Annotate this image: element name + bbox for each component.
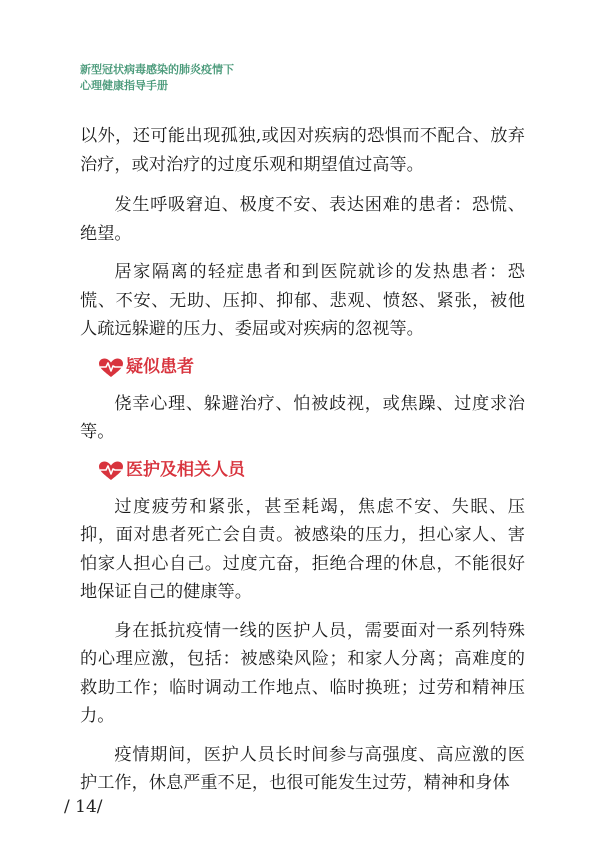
- section-title-medical: 医护及相关人员: [126, 460, 245, 481]
- paragraph-1: 以外，还可能出现孤独,或因对疾病的恐惧而不配合、放弃治疗，或对治疗的过度乐观和期望值过高等。: [80, 126, 525, 175]
- heart-pulse-icon: [98, 461, 124, 481]
- paragraph-6: 身在抵抗疫情一线的医护人员，需要面对一系列特殊的心理应激，包括：被感染风险；和家人分离；高难度的救助工作；临时调动工作地点、临时换班；过劳和精神压力。: [80, 620, 525, 726]
- header-line-2: 心理健康指导手册: [80, 79, 168, 92]
- paragraph-2: 发生呼吸窘迫、极度不安、表达困难的患者：恐慌、绝望。: [80, 195, 525, 244]
- document-header: [80, 62, 234, 94]
- paragraph-3: 居家隔离的轻症患者和到医院就诊的发热患者：恐慌、不安、无助、压抑、抑郁、悲观、愤怒、紧张，被他人疏远躲避的压力、委屈或对疾病的忽视等。: [80, 262, 525, 339]
- section-heading-medical: [98, 457, 525, 485]
- page-number-slash-left: /: [64, 797, 76, 817]
- paragraph-7: 疫情期间，医护人员长时间参与高强度、高应激的医护工作，休息严重不足，也很可能发生过劳，精神和身体: [80, 744, 525, 793]
- section-title-suspected: 疑似患者: [126, 357, 194, 378]
- section-heading-suspected: [98, 354, 525, 382]
- paragraph-4: 侥幸心理、躲避治疗、怕被歧视，或焦躁、过度求治等。: [80, 393, 525, 442]
- page-content: [80, 122, 525, 808]
- page-number-slash-right: /: [96, 797, 103, 817]
- header-line-1: 新型冠状病毒感染的肺炎疫情下: [80, 63, 234, 76]
- page-number: [64, 797, 103, 817]
- page-number-value: 14: [75, 797, 97, 817]
- paragraph-5: 过度疲劳和紧张，甚至耗竭，焦虑不安、失眠、压抑，面对患者死亡会自责。被感染的压力，担心家人、害怕家人担心自己。过度亢奋，拒绝合理的休息，不能很好地保证自己的健康等。: [80, 496, 525, 602]
- heart-pulse-icon: [98, 358, 124, 378]
